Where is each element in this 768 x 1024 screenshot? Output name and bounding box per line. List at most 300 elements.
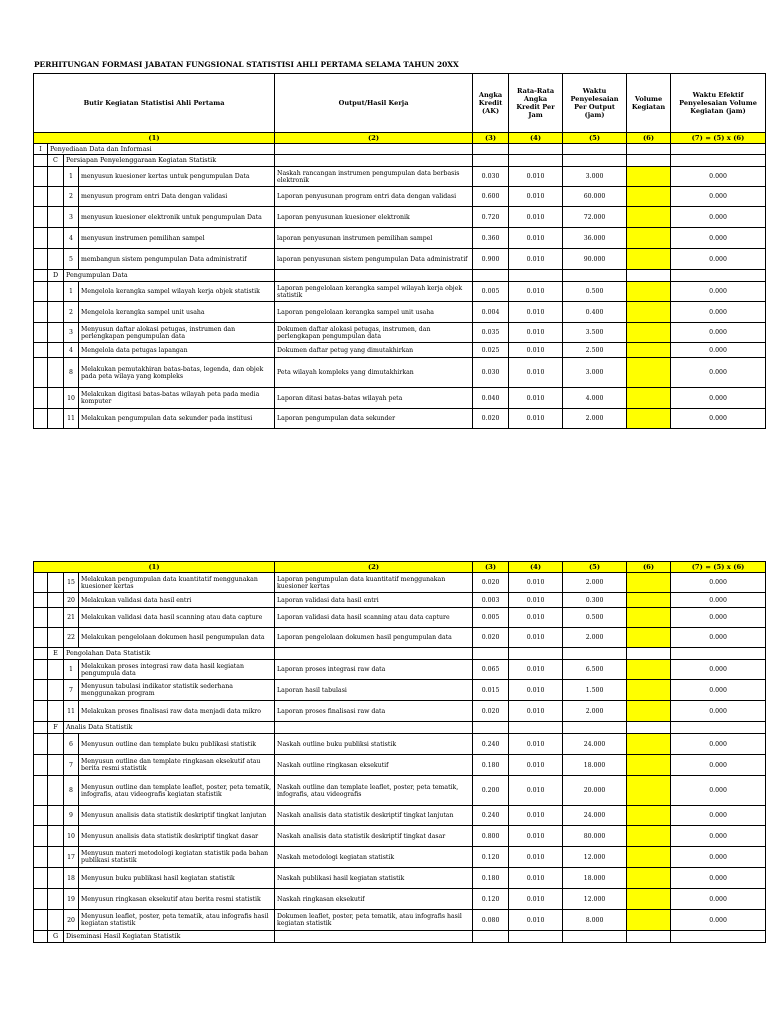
indent-cell — [48, 388, 64, 409]
item-number: 8 — [64, 358, 79, 388]
indent-cell — [48, 302, 64, 323]
output-name: Laporan pengelolaan dokumen hasil pengumpulan data — [275, 628, 473, 648]
waktu-penyelesaian: 2.000 — [563, 409, 627, 429]
activity-name: Mengelola data petugas lapangan — [79, 343, 275, 358]
colnum-4: (4) — [509, 562, 563, 573]
item-number: 10 — [64, 388, 79, 409]
indent-cell — [48, 608, 64, 628]
item-number: 4 — [64, 343, 79, 358]
table-row — [34, 228, 766, 249]
indent-cell — [34, 249, 48, 270]
empty-cell — [509, 648, 563, 660]
volume-kegiatan — [627, 343, 671, 358]
empty-cell — [509, 270, 563, 282]
subsection-row — [34, 931, 766, 943]
indent-cell — [34, 806, 48, 826]
item-number: 18 — [64, 868, 79, 889]
table-row — [34, 734, 766, 755]
indent-cell — [34, 187, 48, 207]
activity-name: Melakukan digitasi batas-batas wilayah peta pada media komputer — [79, 388, 275, 409]
waktu-penyelesaian: 2.000 — [563, 628, 627, 648]
output-name: Naskah metodologi kegiatan statistik — [275, 847, 473, 868]
output-name: laporan penyusunan sistem pengumpulan Data administratif — [275, 249, 473, 270]
activity-name: membangun sistem pengumpulan Data administratif — [79, 249, 275, 270]
formation-table-page-1 — [33, 73, 766, 429]
colnum-3: (3) — [473, 133, 509, 144]
item-number: 17 — [64, 847, 79, 868]
indent-cell — [48, 628, 64, 648]
indent-cell — [48, 734, 64, 755]
waktu-efektif: 0.000 — [671, 207, 766, 228]
empty-cell — [473, 648, 509, 660]
indent-cell — [34, 207, 48, 228]
empty-cell — [473, 722, 509, 734]
table-row — [34, 826, 766, 847]
colnum-5: (5) — [563, 133, 627, 144]
output-name: Dokumen leaflet, poster, peta tematik, atau infografis hasil kegiatan statistik — [275, 910, 473, 931]
item-number: 21 — [64, 608, 79, 628]
header-waktu: Waktu Penyelesaian Per Output (jam) — [563, 74, 627, 133]
indent-cell — [48, 806, 64, 826]
item-number: 11 — [64, 409, 79, 429]
empty-cell — [671, 648, 766, 660]
waktu-penyelesaian: 60.000 — [563, 187, 627, 207]
waktu-efektif: 0.000 — [671, 680, 766, 701]
empty-cell — [509, 931, 563, 943]
waktu-penyelesaian: 90.000 — [563, 249, 627, 270]
waktu-efektif: 0.000 — [671, 660, 766, 680]
empty-cell — [473, 155, 509, 167]
volume-kegiatan — [627, 187, 671, 207]
item-number: 3 — [64, 323, 79, 343]
waktu-efektif: 0.000 — [671, 343, 766, 358]
waktu-efektif: 0.000 — [671, 734, 766, 755]
indent-cell — [34, 573, 48, 593]
activity-name: menyusun kuesioner elektronik untuk pengumpulan Data — [79, 207, 275, 228]
empty-cell — [627, 270, 671, 282]
angka-kredit: 0.180 — [473, 755, 509, 776]
empty-cell — [627, 648, 671, 660]
empty-cell — [563, 270, 627, 282]
activity-name: Menyusun ringkasan eksekutif atau berita resmi statistik — [79, 889, 275, 910]
rata-rata-ak: 0.010 — [509, 889, 563, 910]
table-row — [34, 282, 766, 302]
activity-name: Melakukan proses finalisasi raw data menjadi data mikro — [79, 701, 275, 722]
angka-kredit: 0.900 — [473, 249, 509, 270]
angka-kredit: 0.004 — [473, 302, 509, 323]
column-number-row — [34, 133, 766, 144]
rata-rata-ak: 0.010 — [509, 207, 563, 228]
output-name: Naskah rancangan instrumen pengumpulan data berbasis elektronik — [275, 167, 473, 187]
angka-kredit: 0.005 — [473, 282, 509, 302]
activity-name: Menyusun buku publikasi hasil kegiatan statistik — [79, 868, 275, 889]
indent-cell — [48, 660, 64, 680]
item-number: 3 — [64, 207, 79, 228]
indent-cell — [34, 628, 48, 648]
indent-cell — [48, 167, 64, 187]
indent-cell — [48, 282, 64, 302]
subsection-title: Analis Data Statistik — [64, 722, 275, 734]
colnum-1: (1) — [34, 133, 275, 144]
colnum-3: (3) — [473, 562, 509, 573]
empty-cell — [275, 722, 473, 734]
volume-kegiatan — [627, 207, 671, 228]
table-row — [34, 167, 766, 187]
output-name: Naskah outline dan template leaflet, poster, peta tematik, infografis, atau videografis — [275, 776, 473, 806]
waktu-penyelesaian: 24.000 — [563, 806, 627, 826]
empty-cell — [275, 155, 473, 167]
angka-kredit: 0.800 — [473, 826, 509, 847]
empty-cell — [473, 144, 509, 155]
empty-cell — [275, 648, 473, 660]
empty-cell — [671, 722, 766, 734]
angka-kredit: 0.065 — [473, 660, 509, 680]
waktu-penyelesaian: 80.000 — [563, 826, 627, 847]
table-row — [34, 593, 766, 608]
empty-cell — [509, 155, 563, 167]
volume-kegiatan — [627, 910, 671, 931]
volume-kegiatan — [627, 228, 671, 249]
empty-cell — [509, 722, 563, 734]
rata-rata-ak: 0.010 — [509, 776, 563, 806]
output-name: Laporan validasi data hasil scanning atau data capture — [275, 608, 473, 628]
volume-kegiatan — [627, 388, 671, 409]
rata-rata-ak: 0.010 — [509, 628, 563, 648]
empty-cell — [563, 931, 627, 943]
indent-cell — [48, 343, 64, 358]
empty-cell — [671, 144, 766, 155]
item-number: 22 — [64, 628, 79, 648]
indent-cell — [34, 722, 48, 734]
subsection-letter: C — [48, 155, 64, 167]
activity-name: Melakukan validasi data hasil scanning atau data capture — [79, 608, 275, 628]
rata-rata-ak: 0.010 — [509, 302, 563, 323]
subsection-letter: D — [48, 270, 64, 282]
waktu-penyelesaian: 3.500 — [563, 323, 627, 343]
activity-name: Melakukan pemutakhiran batas-batas, legenda, dan objek pada peta wilaya yang kompleks — [79, 358, 275, 388]
activity-name: Menyusun daftar alokasi petugas, instrumen dan perlengkapan pengumpulan data — [79, 323, 275, 343]
output-name: Peta wilayah kompleks yang dimutakhirkan — [275, 358, 473, 388]
indent-cell — [34, 282, 48, 302]
volume-kegiatan — [627, 593, 671, 608]
table-row — [34, 343, 766, 358]
item-number: 8 — [64, 776, 79, 806]
output-name: Laporan pengelolaan kerangka sampel wilayah kerja objek statistik — [275, 282, 473, 302]
activity-name: Menyusun analisis data statistik deskriptif tingkat dasar — [79, 826, 275, 847]
empty-cell — [627, 155, 671, 167]
rata-rata-ak: 0.010 — [509, 826, 563, 847]
waktu-penyelesaian: 36.000 — [563, 228, 627, 249]
waktu-penyelesaian: 18.000 — [563, 868, 627, 889]
document-title: PERHITUNGAN FORMASI JABATAN FUNGSIONAL STATISTISI AHLI PERTAMA SELAMA TAHUN 20XX — [34, 60, 459, 69]
empty-cell — [473, 931, 509, 943]
table-row — [34, 358, 766, 388]
table-row — [34, 806, 766, 826]
angka-kredit: 0.015 — [473, 680, 509, 701]
rata-rata-ak: 0.010 — [509, 358, 563, 388]
waktu-efektif: 0.000 — [671, 755, 766, 776]
rata-rata-ak: 0.010 — [509, 755, 563, 776]
output-name: Naskah analisis data statistik deskriptif tingkat lanjutan — [275, 806, 473, 826]
waktu-penyelesaian: 1.500 — [563, 680, 627, 701]
indent-cell — [34, 734, 48, 755]
indent-cell — [34, 270, 48, 282]
subsection-row — [34, 722, 766, 734]
volume-kegiatan — [627, 409, 671, 429]
output-name: Naskah outline buku publiksi statistik — [275, 734, 473, 755]
header-row — [34, 74, 766, 133]
table-row — [34, 755, 766, 776]
colnum-5: (5) — [563, 562, 627, 573]
subsection-title: Pengumpulan Data — [64, 270, 275, 282]
indent-cell — [48, 249, 64, 270]
indent-cell — [48, 701, 64, 722]
rata-rata-ak: 0.010 — [509, 734, 563, 755]
output-name: Laporan pengumpulan data kuantitatif menggunakan kuesioner kertas — [275, 573, 473, 593]
angka-kredit: 0.240 — [473, 806, 509, 826]
waktu-efektif: 0.000 — [671, 593, 766, 608]
activity-name: Mengelola kerangka sampel wilayah kerja objek statistik — [79, 282, 275, 302]
header-efektif: Waktu Efektif Penyelesaian Volume Kegiatan (jam) — [671, 74, 766, 133]
waktu-penyelesaian: 8.000 — [563, 910, 627, 931]
table-row — [34, 680, 766, 701]
item-number: 7 — [64, 755, 79, 776]
indent-cell — [48, 868, 64, 889]
colnum-2: (2) — [275, 133, 473, 144]
waktu-efektif: 0.000 — [671, 826, 766, 847]
empty-cell — [473, 270, 509, 282]
angka-kredit: 0.120 — [473, 847, 509, 868]
subsection-title: Pengolahan Data Statistik — [64, 648, 275, 660]
table-row — [34, 701, 766, 722]
indent-cell — [34, 648, 48, 660]
volume-kegiatan — [627, 701, 671, 722]
rata-rata-ak: 0.010 — [509, 167, 563, 187]
rata-rata-ak: 0.010 — [509, 806, 563, 826]
activity-name: Menyusun materi metodologi kegiatan statistik pada bahan publikasi statistik — [79, 847, 275, 868]
subsection-row — [34, 648, 766, 660]
indent-cell — [34, 388, 48, 409]
colnum-7: (7) = (5) x (6) — [671, 133, 766, 144]
empty-cell — [671, 155, 766, 167]
empty-cell — [275, 144, 473, 155]
item-number: 2 — [64, 187, 79, 207]
angka-kredit: 0.720 — [473, 207, 509, 228]
item-number: 1 — [64, 282, 79, 302]
indent-cell — [48, 573, 64, 593]
volume-kegiatan — [627, 847, 671, 868]
table-row — [34, 249, 766, 270]
output-name: Laporan pengelolaan kerangka sampel unit usaha — [275, 302, 473, 323]
rata-rata-ak: 0.010 — [509, 187, 563, 207]
output-name: laporan penyusunan instrumen pemilihan sampel — [275, 228, 473, 249]
waktu-efektif: 0.000 — [671, 847, 766, 868]
waktu-efektif: 0.000 — [671, 910, 766, 931]
angka-kredit: 0.020 — [473, 628, 509, 648]
header-butir: Butir Kegiatan Statistisi Ahli Pertama — [34, 74, 275, 133]
volume-kegiatan — [627, 868, 671, 889]
empty-cell — [671, 931, 766, 943]
waktu-penyelesaian: 20.000 — [563, 776, 627, 806]
waktu-efektif: 0.000 — [671, 573, 766, 593]
rata-rata-ak: 0.010 — [509, 847, 563, 868]
rata-rata-ak: 0.010 — [509, 228, 563, 249]
angka-kredit: 0.180 — [473, 868, 509, 889]
indent-cell — [34, 680, 48, 701]
table-row — [34, 910, 766, 931]
empty-cell — [275, 931, 473, 943]
item-number: 10 — [64, 826, 79, 847]
indent-cell — [34, 167, 48, 187]
activity-name: Mengelola kerangka sampel unit usaha — [79, 302, 275, 323]
colnum-6: (6) — [627, 562, 671, 573]
volume-kegiatan — [627, 776, 671, 806]
rata-rata-ak: 0.010 — [509, 701, 563, 722]
waktu-efektif: 0.000 — [671, 358, 766, 388]
activity-name: Menyusun leaflet, poster, peta tematik, atau infografis hasil kegiatan statistik — [79, 910, 275, 931]
volume-kegiatan — [627, 302, 671, 323]
table-row — [34, 608, 766, 628]
table-row — [34, 302, 766, 323]
rata-rata-ak: 0.010 — [509, 593, 563, 608]
angka-kredit: 0.120 — [473, 889, 509, 910]
waktu-efektif: 0.000 — [671, 388, 766, 409]
indent-cell — [48, 358, 64, 388]
waktu-penyelesaian: 72.000 — [563, 207, 627, 228]
colnum-2: (2) — [275, 562, 473, 573]
activity-name: Menyusun analisis data statistik deskriptif tingkat lanjutan — [79, 806, 275, 826]
section-letter: I — [34, 144, 48, 155]
output-name: Naskah publikasi hasil kegiatan statistik — [275, 868, 473, 889]
section-row — [34, 144, 766, 155]
header-output: Output/Hasil Kerja — [275, 74, 473, 133]
indent-cell — [34, 910, 48, 931]
activity-name: menyusun kuesioner kertas untuk pengumpulan Data — [79, 167, 275, 187]
volume-kegiatan — [627, 660, 671, 680]
activity-name: menyusun instrumen pemilihan sampel — [79, 228, 275, 249]
angka-kredit: 0.025 — [473, 343, 509, 358]
rata-rata-ak: 0.010 — [509, 323, 563, 343]
indent-cell — [48, 755, 64, 776]
waktu-efektif: 0.000 — [671, 228, 766, 249]
output-name: Laporan penyusunan program entri data dengan validasi — [275, 187, 473, 207]
volume-kegiatan — [627, 608, 671, 628]
angka-kredit: 0.020 — [473, 701, 509, 722]
indent-cell — [48, 409, 64, 429]
table-row — [34, 847, 766, 868]
waktu-penyelesaian: 0.400 — [563, 302, 627, 323]
header-ak: Angka Kredit (AK) — [473, 74, 509, 133]
angka-kredit: 0.005 — [473, 608, 509, 628]
rata-rata-ak: 0.010 — [509, 249, 563, 270]
subsection-title: Diseminasi Hasil Kegiatan Statistik — [64, 931, 275, 943]
empty-cell — [509, 144, 563, 155]
waktu-efektif: 0.000 — [671, 608, 766, 628]
waktu-penyelesaian: 2.500 — [563, 343, 627, 358]
item-number: 5 — [64, 249, 79, 270]
waktu-efektif: 0.000 — [671, 302, 766, 323]
waktu-efektif: 0.000 — [671, 167, 766, 187]
volume-kegiatan — [627, 323, 671, 343]
indent-cell — [34, 608, 48, 628]
activity-name: Melakukan pengumpulan data sekunder pada institusi — [79, 409, 275, 429]
item-number: 20 — [64, 910, 79, 931]
rata-rata-ak: 0.010 — [509, 409, 563, 429]
indent-cell — [48, 776, 64, 806]
waktu-penyelesaian: 0.500 — [563, 282, 627, 302]
volume-kegiatan — [627, 573, 671, 593]
volume-kegiatan — [627, 680, 671, 701]
waktu-efektif: 0.000 — [671, 249, 766, 270]
indent-cell — [34, 755, 48, 776]
rata-rata-ak: 0.010 — [509, 573, 563, 593]
angka-kredit: 0.020 — [473, 409, 509, 429]
section-title: Penyediaan Data dan Informasi — [48, 144, 275, 155]
output-name: Naskah analisis data statistik deskriptif tingkat dasar — [275, 826, 473, 847]
activity-name: Menyusun outline dan template leaflet, poster, peta tematik, infografis, atau videografis kegiatan statistik — [79, 776, 275, 806]
waktu-penyelesaian: 12.000 — [563, 889, 627, 910]
colnum-6: (6) — [627, 133, 671, 144]
item-number: 9 — [64, 806, 79, 826]
indent-cell — [34, 826, 48, 847]
subsection-title: Persiapan Penyelenggaraan Kegiatan Statistik — [64, 155, 275, 167]
subsection-letter: G — [48, 931, 64, 943]
formation-table-page-2 — [33, 561, 766, 943]
waktu-efektif: 0.000 — [671, 889, 766, 910]
subsection-row — [34, 155, 766, 167]
waktu-efektif: 0.000 — [671, 806, 766, 826]
indent-cell — [34, 155, 48, 167]
output-name: Laporan pengumpulan data sekunder — [275, 409, 473, 429]
rata-rata-ak: 0.010 — [509, 868, 563, 889]
volume-kegiatan — [627, 167, 671, 187]
indent-cell — [34, 701, 48, 722]
indent-cell — [48, 187, 64, 207]
indent-cell — [34, 302, 48, 323]
item-number: 20 — [64, 593, 79, 608]
table-row — [34, 409, 766, 429]
activity-name: Menyusun tabulasi indikator statistik sederhana menggunakan program — [79, 680, 275, 701]
empty-cell — [671, 270, 766, 282]
activity-name: Menyusun outline dan template ringkasan eksekutif atau berita resmi statistik — [79, 755, 275, 776]
indent-cell — [34, 847, 48, 868]
activity-name: Menyusun outline dan template buku publikasi statistik — [79, 734, 275, 755]
waktu-penyelesaian: 0.300 — [563, 593, 627, 608]
table-row — [34, 573, 766, 593]
table-row — [34, 660, 766, 680]
output-name: Naskah ringkasan eksekutif — [275, 889, 473, 910]
waktu-penyelesaian: 6.500 — [563, 660, 627, 680]
item-number: 2 — [64, 302, 79, 323]
waktu-efektif: 0.000 — [671, 323, 766, 343]
indent-cell — [34, 776, 48, 806]
angka-kredit: 0.030 — [473, 358, 509, 388]
volume-kegiatan — [627, 628, 671, 648]
volume-kegiatan — [627, 826, 671, 847]
item-number: 15 — [64, 573, 79, 593]
angka-kredit: 0.200 — [473, 776, 509, 806]
waktu-efektif: 0.000 — [671, 868, 766, 889]
indent-cell — [34, 868, 48, 889]
angka-kredit: 0.030 — [473, 167, 509, 187]
output-name: Laporan ditasi batas-batas wilayah peta — [275, 388, 473, 409]
table-row — [34, 187, 766, 207]
angka-kredit: 0.360 — [473, 228, 509, 249]
rata-rata-ak: 0.010 — [509, 388, 563, 409]
waktu-efektif: 0.000 — [671, 409, 766, 429]
angka-kredit: 0.600 — [473, 187, 509, 207]
indent-cell — [48, 680, 64, 701]
